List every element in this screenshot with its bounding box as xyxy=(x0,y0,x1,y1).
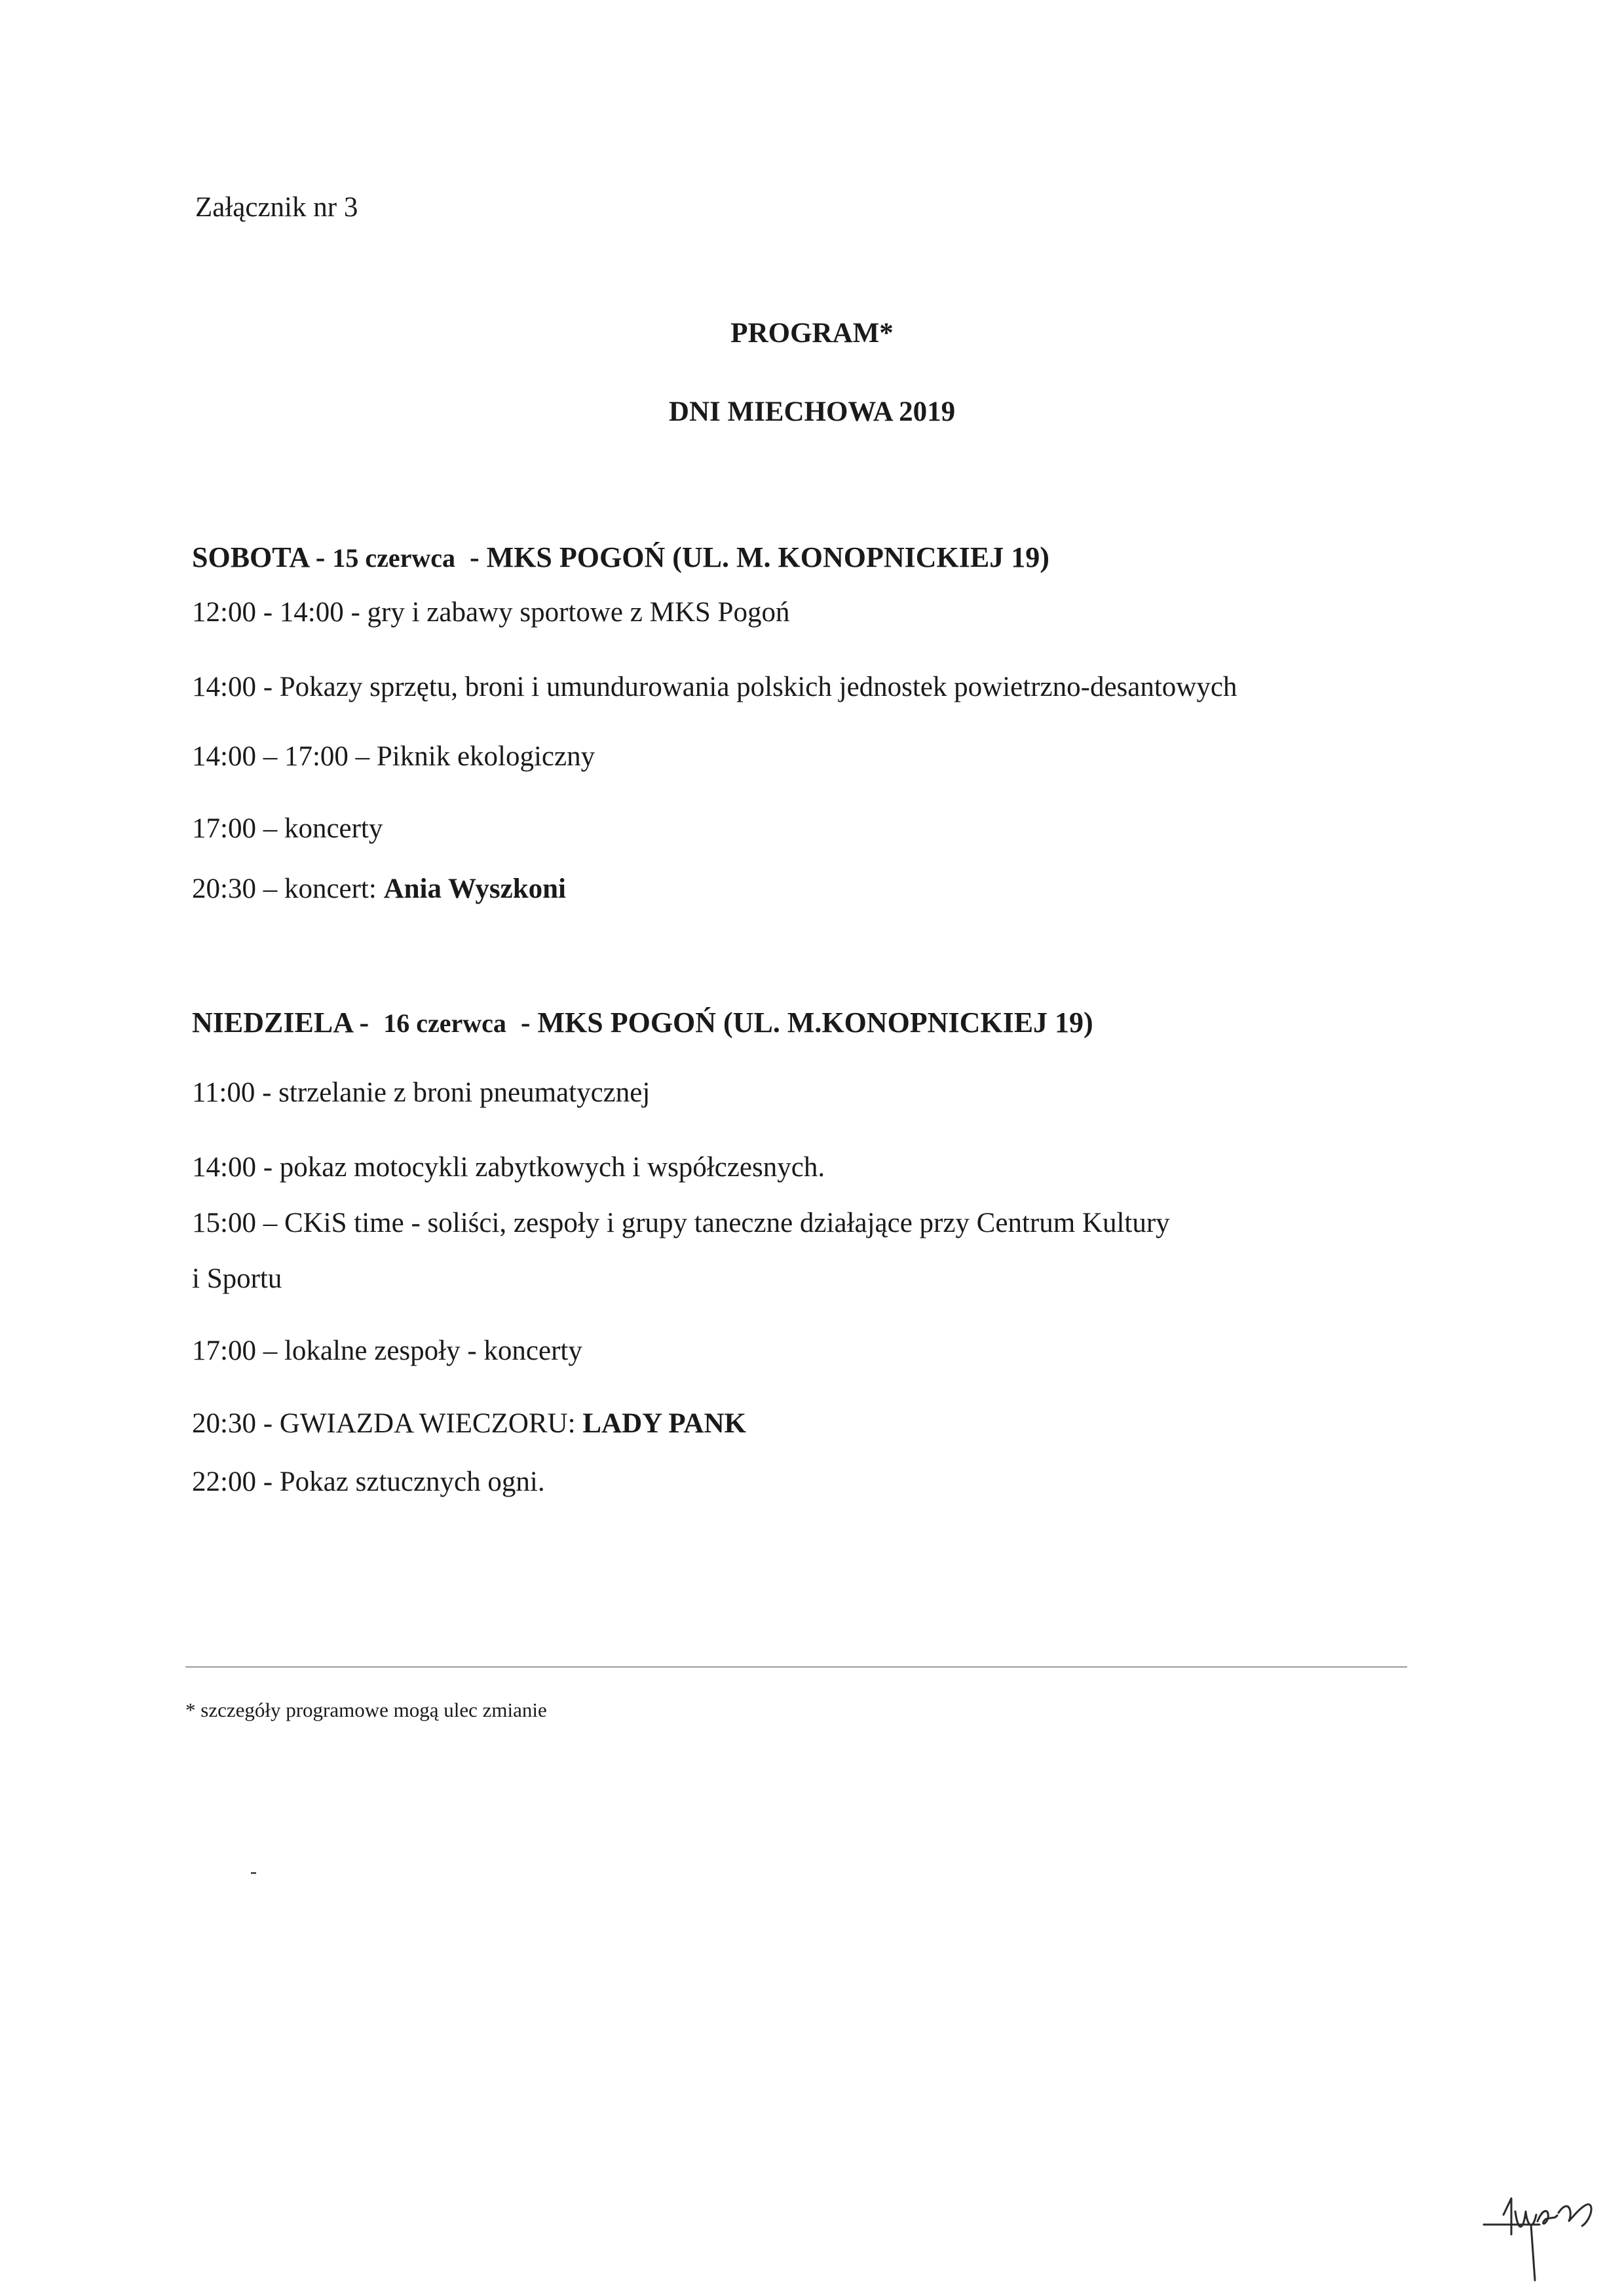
sunday-item: 15:00 – CKiS time - soliści, zespoły i grupy taneczne działające przy Centrum Kultury xyxy=(192,1208,1170,1238)
footnote: * szczegóły programowe mogą ulec zmianie xyxy=(185,1698,547,1721)
saturday-artist: Ania Wyszkoni xyxy=(383,873,566,904)
footnote-divider xyxy=(185,1666,1407,1668)
saturday-item: 14:00 - Pokazy sprzętu, broni i umundurowania polskich jednostek powietrzno-desantowych xyxy=(192,672,1237,702)
sunday-headliner: LADY PANK xyxy=(582,1408,746,1439)
sunday-item: i Sportu xyxy=(192,1263,282,1294)
saturday-date: 15 czerwca xyxy=(332,543,456,573)
saturday-item: 12:00 - 14:00 - gry i zabawy sportowe z MKS Pogoń xyxy=(192,597,790,628)
sunday-item: 17:00 – lokalne zespoły - koncerty xyxy=(192,1335,582,1366)
sunday-heading xyxy=(192,1006,1093,1039)
saturday-heading xyxy=(192,541,1049,574)
document-title: PROGRAM* xyxy=(730,318,894,349)
sunday-venue: - MKS POGOŃ (UL. M.KONOPNICKIEJ 19) xyxy=(506,1006,1093,1039)
document-subtitle: DNI MIECHOWA 2019 xyxy=(668,396,956,427)
sunday-item: 22:00 - Pokaz sztucznych ogni. xyxy=(192,1466,545,1497)
handwritten-signature xyxy=(1477,2185,1608,2284)
sunday-item: 14:00 - pokaz motocykli zabytkowych i współczesnych. xyxy=(192,1152,825,1183)
sunday-date: 16 czerwca xyxy=(383,1008,506,1038)
saturday-item: 17:00 – koncerty xyxy=(192,813,383,844)
saturday-item: 20:30 – koncert: Ania Wyszkoni xyxy=(192,873,566,904)
sunday-day: NIEDZIELA - xyxy=(192,1006,384,1039)
saturday-item: 14:00 – 17:00 – Piknik ekologiczny xyxy=(192,741,595,772)
sunday-item: 11:00 - strzelanie z broni pneumatycznej xyxy=(192,1077,651,1108)
scan-mark xyxy=(251,1872,256,1874)
sunday-item: 20:30 - GWIAZDA WIECZORU: LADY PANK xyxy=(192,1408,746,1439)
annex-label: Załącznik nr 3 xyxy=(195,192,358,223)
saturday-venue: - MKS POGOŃ (UL. M. KONOPNICKIEJ 19) xyxy=(455,541,1049,573)
saturday-day: SOBOTA - xyxy=(192,541,333,573)
